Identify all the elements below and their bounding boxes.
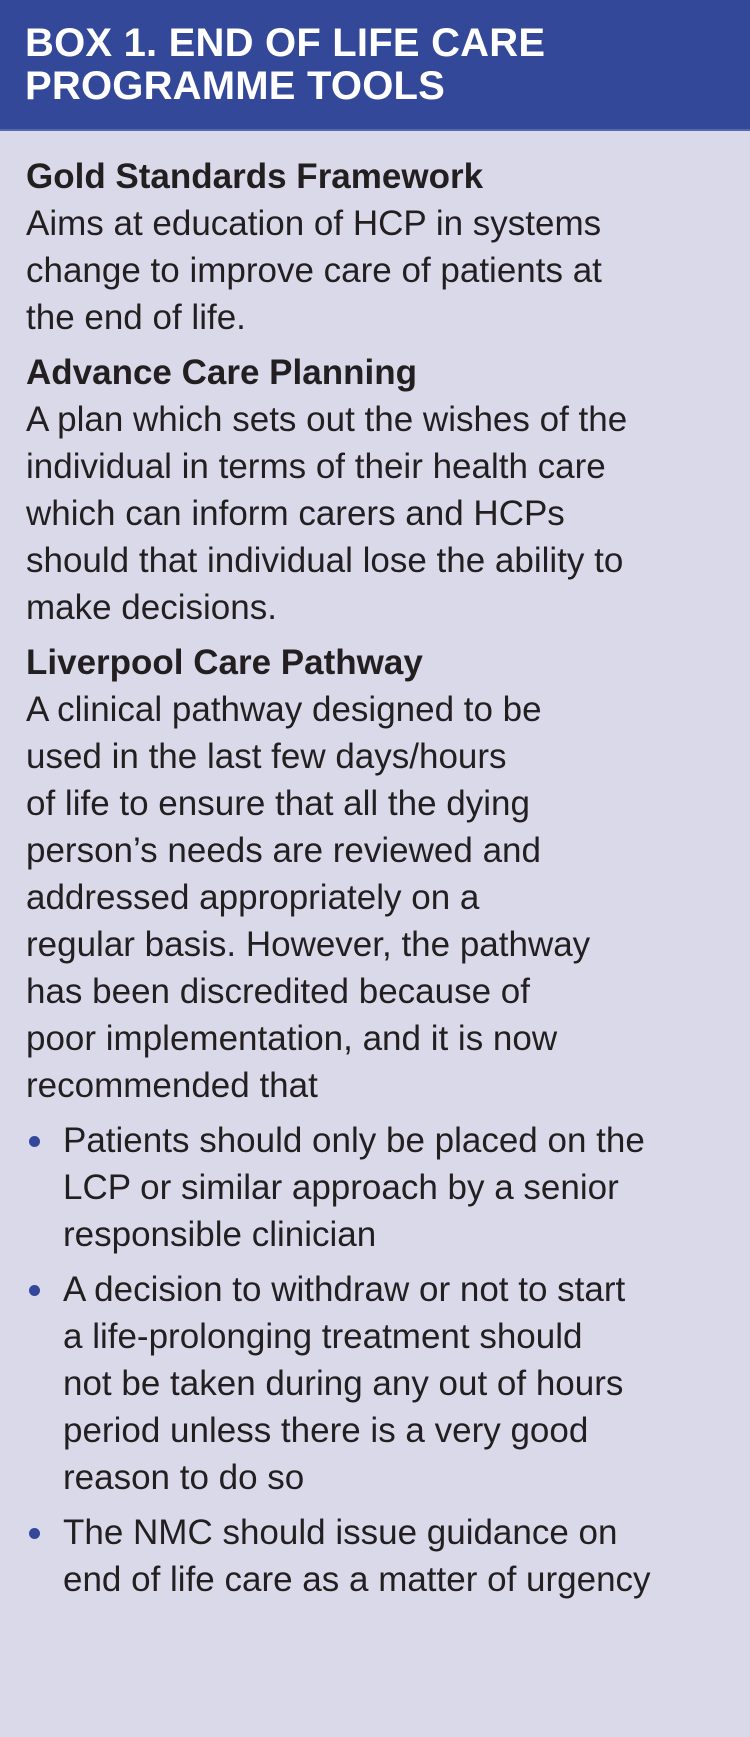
recommendation-list xyxy=(26,1117,730,1603)
list-item xyxy=(26,1509,730,1603)
box-title: BOX 1. END OF LIFE CARE PROGRAMME TOOLS xyxy=(25,21,546,108)
bullet-dot-icon xyxy=(29,1136,40,1147)
list-item xyxy=(26,1117,730,1258)
bullet-dot-icon xyxy=(29,1528,40,1539)
box-header xyxy=(0,0,750,131)
section-liverpool-care-pathway xyxy=(26,639,730,1603)
section-text: A plan which sets out the wishes of the individual in terms of their health care which can inform carers and HCPs should that individual lose the ability to make decisions. xyxy=(26,400,628,627)
section-heading: Advance Care Planning xyxy=(26,353,417,392)
section-text: A clinical pathway designed to be used in the last few days/hours of life to ensure that all the dying person’s needs are reviewed and addressed appropriately on a regular basis. However, the pathway has been discredited because of poor implementation, and it is now recommended that xyxy=(26,690,591,1105)
section-gold-standards-framework xyxy=(26,153,730,341)
list-item-text: The NMC should issue guidance on end of life care as a matter of urgency xyxy=(63,1513,651,1599)
list-item-text: A decision to withdraw or not to start a life-prolonging treatment should not be taken during any out of hours period unless there is a very good reason to do so xyxy=(63,1270,626,1497)
section-text: Aims at education of HCP in systems change to improve care of patients at the end of life. xyxy=(26,204,602,337)
section-heading: Liverpool Care Pathway xyxy=(26,643,423,682)
list-item-text: Patients should only be placed on the LCP or similar approach by a senior responsible clinician xyxy=(63,1121,645,1254)
bullet-dot-icon xyxy=(29,1285,40,1296)
list-item xyxy=(26,1266,730,1501)
section-heading: Gold Standards Framework xyxy=(26,157,484,196)
box-body xyxy=(0,131,750,1603)
section-advance-care-planning xyxy=(26,349,730,631)
